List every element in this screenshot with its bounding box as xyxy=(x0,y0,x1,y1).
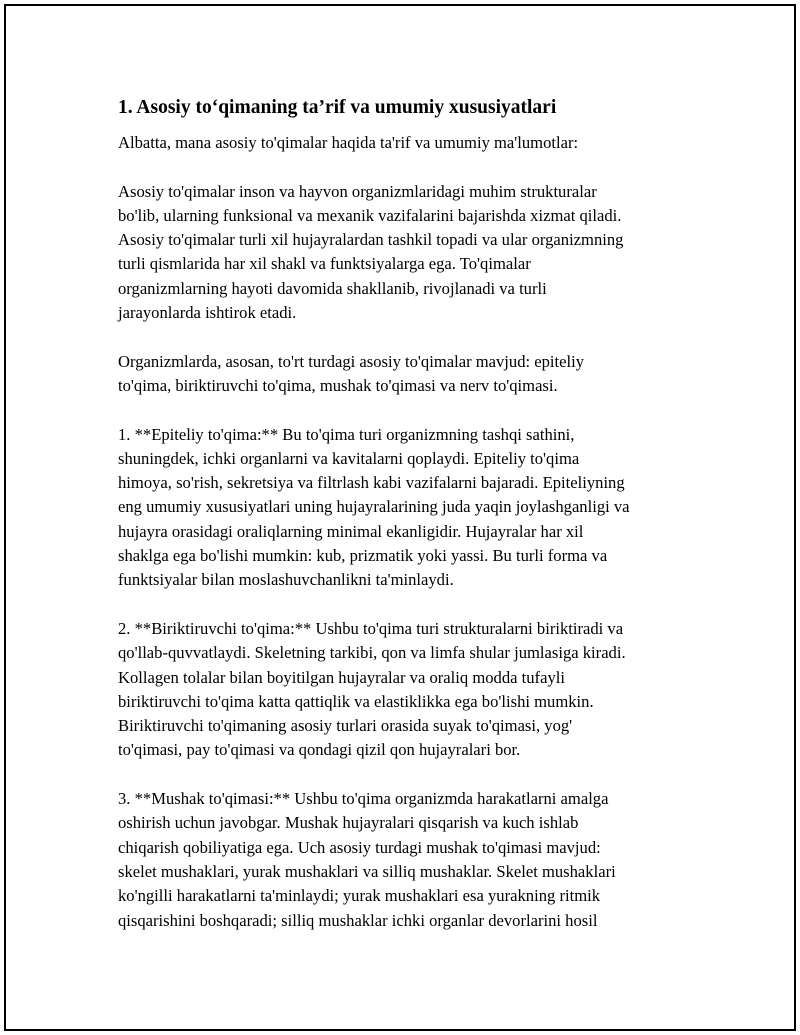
text-line: skelet mushaklari, yurak mushaklari va silliq mushaklar. Skelet mushaklari xyxy=(118,861,616,881)
text-line: to'qimasi, pay to'qimasi va qondagi qizil qon hujayralari bor. xyxy=(118,740,521,760)
text-line: 2. **Biriktiruvchi to'qima:** Ushbu to'qima turi strukturalarni biriktiradi va xyxy=(118,618,624,638)
text-line: Albatta, mana asosiy to'qimalar haqida ta'rif va umumiy ma'lumotlar: xyxy=(118,133,579,152)
text-line: jarayonlarda ishtirok etadi. xyxy=(118,303,297,323)
text-line: Organizmlarda, asosan, to'rt turdagi asosiy to'qimalar mavjud: epiteliy xyxy=(118,351,585,371)
text-line: turli qismlarida har xil shakl va funktsiyalarga ega. To'qimalar xyxy=(118,254,531,274)
text-line: eng umumiy xususiyatlari uning hujayralarining juda yaqin joylashganligi va xyxy=(118,497,630,517)
text-line: chiqarish qobiliyatiga ega. Uch asosiy turdagi mushak to'qimasi mavjud: xyxy=(118,837,601,857)
text-line: 1. **Epiteliy to'qima:** Bu to'qima turi organizmning tashqi sathini, xyxy=(118,424,575,444)
text-line: hujayra orasidagi oraliqlarning minimal ekanligidir. Hujayralar har xil xyxy=(118,521,584,541)
section-heading: 1. Asosiy to‘qimaning ta’rif va umumiy xususiyatlari xyxy=(118,97,557,118)
list-item-epithelial xyxy=(118,423,688,593)
document-body xyxy=(118,95,688,957)
text-line: oshirish uchun javobgar. Mushak hujayralari qisqarish va kuch ishlab xyxy=(118,813,579,833)
text-line: to'qima, biriktiruvchi to'qima, mushak to'qimasi va nerv to'qimasi. xyxy=(118,375,558,395)
text-line: Asosiy to'qimalar inson va hayvon organizmlaridagi muhim strukturalar xyxy=(118,181,597,201)
list-item-connective xyxy=(118,617,688,763)
paragraph-intro xyxy=(118,131,688,155)
paragraph-definition xyxy=(118,180,688,326)
text-line: bo'lib, ularning funksional va mexanik vazifalarini bajarishda xizmat qiladi. xyxy=(118,205,622,225)
text-line: himoya, so'rish, sekretsiya va filtrlash kabi vazifalarni bajaradi. Epiteliyning xyxy=(118,473,625,493)
list-item-muscle xyxy=(118,787,688,933)
text-line: Asosiy to'qimalar turli xil hujayralardan tashkil topadi va ular organizmning xyxy=(118,230,624,250)
text-line: Kollagen tolalar bilan boyitilgan hujayralar va oraliq modda tufayli xyxy=(118,667,565,687)
text-line: shuningdek, ichki organlarni va kavitalarni qoplaydi. Epiteliy to'qima xyxy=(118,448,580,468)
text-line: qo'llab-quvvatlaydi. Skeletning tarkibi, qon va limfa shular jumlasiga kiradi. xyxy=(118,643,626,663)
text-line: biriktiruvchi to'qima katta qattiqlik va elastiklikka ega bo'lishi mumkin. xyxy=(118,691,594,711)
text-line: Biriktiruvchi to'qimaning asosiy turlari orasida suyak to'qimasi, yog' xyxy=(118,716,573,736)
paragraph-tissue-types xyxy=(118,350,688,399)
text-line: ko'ngilli harakatlarni ta'minlaydi; yurak mushaklari esa yurakning ritmik xyxy=(118,886,601,906)
text-line: shaklga ega bo'lishi mumkin: kub, prizmatik yoki yassi. Bu turli forma va xyxy=(118,546,608,566)
text-line: funktsiyalar bilan moslashuvchanlikni ta'minlaydi. xyxy=(118,570,454,590)
text-line: 3. **Mushak to'qimasi:** Ushbu to'qima organizmda harakatlarni amalga xyxy=(118,789,609,809)
text-line: organizmlarning hayoti davomida shakllanib, rivojlanadi va turli xyxy=(118,278,547,298)
text-line: qisqarishini boshqaradi; silliq mushaklar ichki organlar devorlarini hosil xyxy=(118,910,598,930)
